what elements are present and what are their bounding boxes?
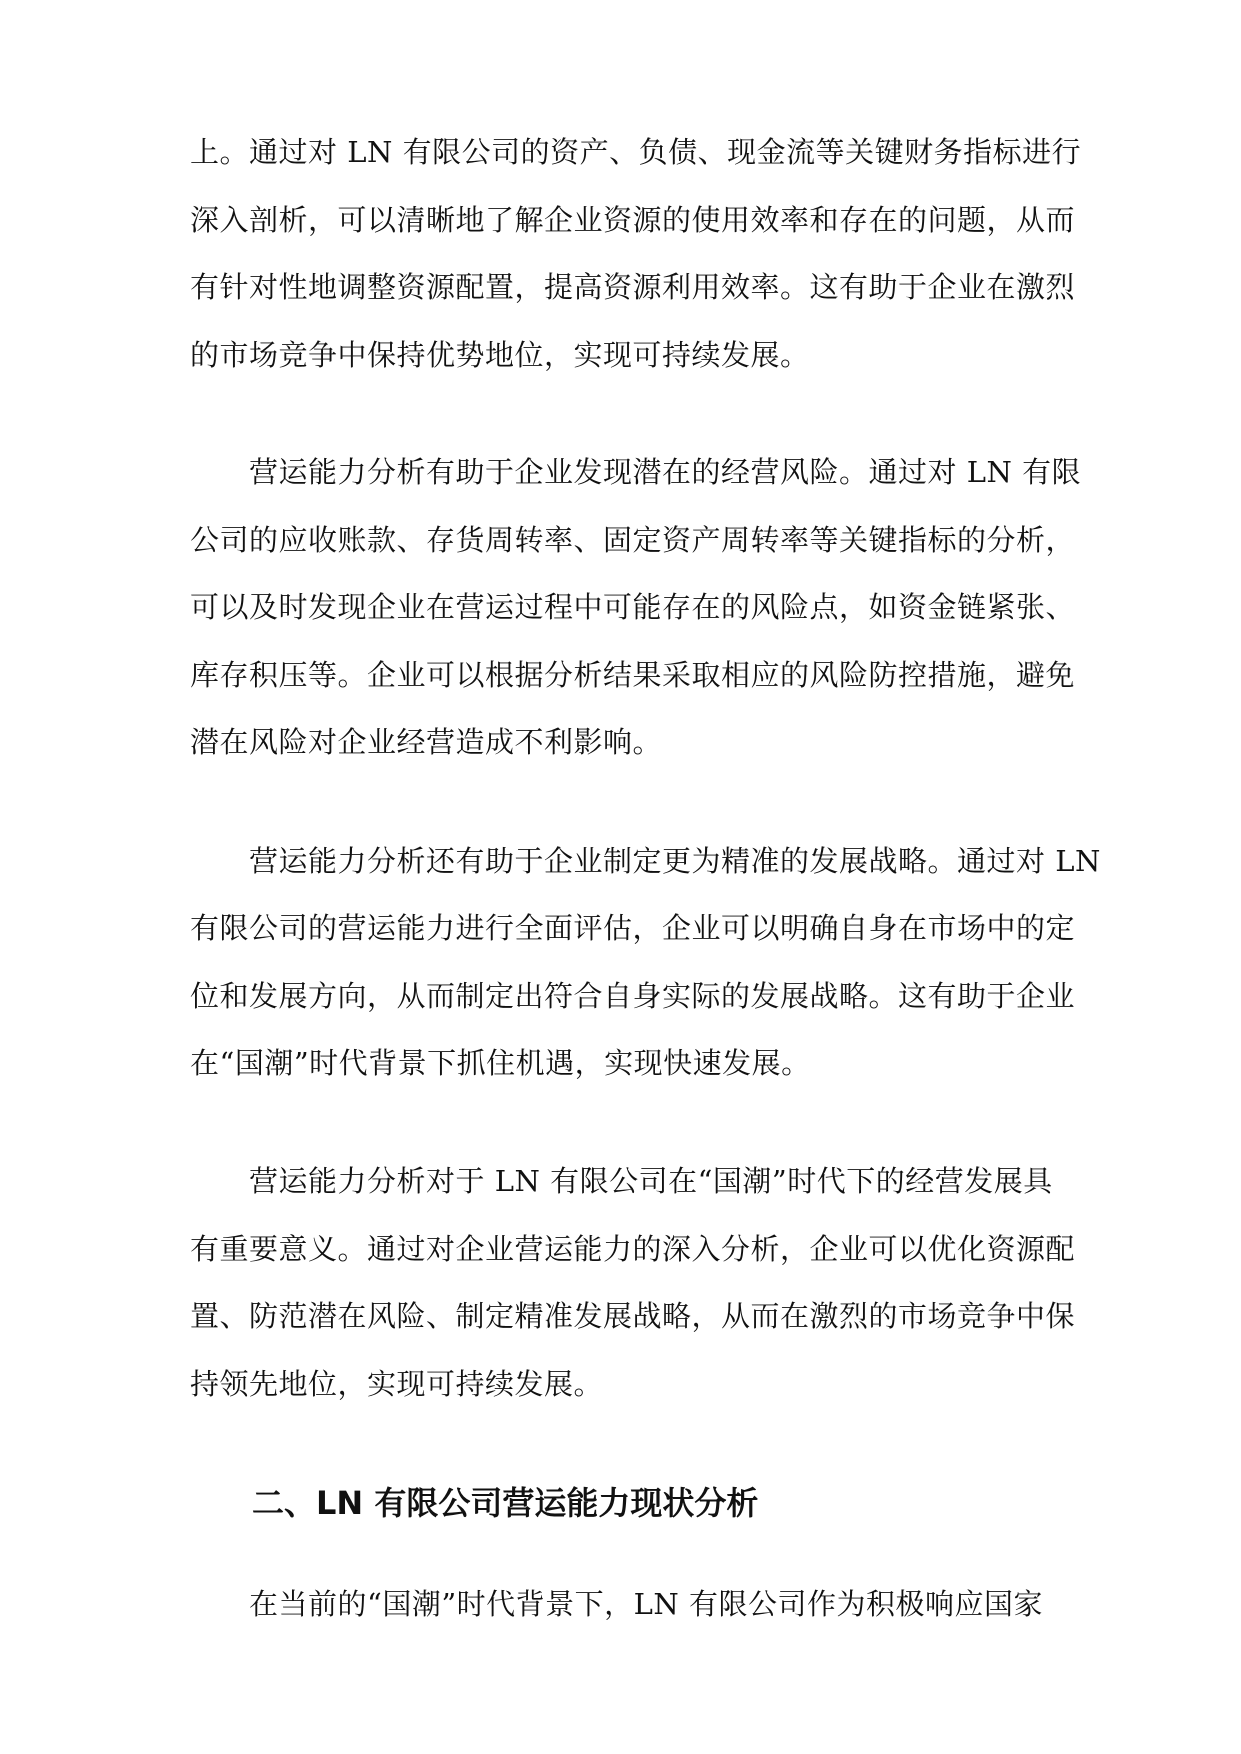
body-line: 持领先地位，实现可持续发展。 [190, 1367, 604, 1401]
body-line: 置、防范潜在风险、制定精准发展战略，从而在激烈的市场竞争中保 [190, 1299, 1076, 1333]
body-line: 营运能力分析有助于企业发现潜在的经营风险。通过对 LN 有限 [190, 455, 1082, 489]
body-line: 库存积压等。企业可以根据分析结果采取相应的风险防控措施，避免 [190, 658, 1076, 692]
body-line: 上。通过对 LN 有限公司的资产、负债、现金流等关键财务指标进行 [190, 135, 1082, 169]
body-line: 深入剖析，可以清晰地了解企业资源的使用效率和存在的问题，从而 [190, 203, 1076, 237]
body-line: 营运能力分析还有助于企业制定更为精准的发展战略。通过对 LN [190, 844, 1101, 878]
body-line: 有针对性地调整资源配置，提高资源利用效率。这有助于企业在激烈 [190, 270, 1076, 304]
body-line: 有限公司的营运能力进行全面评估，企业可以明确自身在市场中的定 [190, 911, 1076, 945]
body-line: 可以及时发现企业在营运过程中可能存在的风险点，如资金链紧张、 [190, 590, 1076, 624]
body-line: 位和发展方向，从而制定出符合自身实际的发展战略。这有助于企业 [190, 979, 1076, 1013]
body-line: 在当前的“国潮”时代背景下，LN 有限公司作为积极响应国家 [190, 1587, 1044, 1621]
body-line: 潜在风险对企业经营造成不利影响。 [190, 725, 663, 759]
section-heading: 二、LN 有限公司营运能力现状分析 [252, 1484, 759, 1522]
body-line: 公司的应收账款、存货周转率、固定资产周转率等关键指标的分析， [190, 523, 1076, 557]
body-line: 的市场竞争中保持优势地位，实现可持续发展。 [190, 338, 810, 372]
body-line: 有重要意义。通过对企业营运能力的深入分析，企业可以优化资源配 [190, 1232, 1076, 1266]
body-line: 营运能力分析对于 LN 有限公司在“国潮”时代下的经营发展具 [190, 1164, 1053, 1198]
body-line: 在“国潮”时代背景下抓住机遇，实现快速发展。 [190, 1046, 811, 1080]
